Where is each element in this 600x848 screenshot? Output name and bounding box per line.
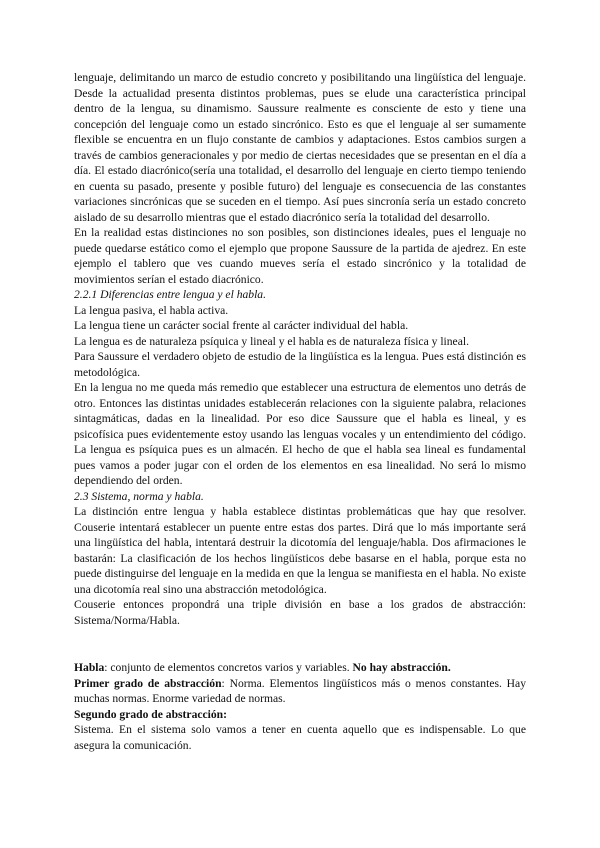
spacer [74, 628, 526, 660]
definition-bold: No hay abstracción. [352, 661, 451, 674]
section-heading: 2.2.1 Diferencias entre lengua y el habla. [74, 288, 267, 301]
document-body [74, 70, 526, 753]
term-label: Segundo grado de abstracción: [74, 707, 227, 721]
term-label: Habla [74, 661, 105, 674]
paragraph: Para Saussure el verdadero objeto de estudio de la lingüística es la lengua. Pues está distinción es metodológica. [74, 350, 526, 379]
term-label: Primer grado de abstracción [74, 676, 222, 690]
paragraph: En la realidad estas distinciones no son posibles, son distinciones ideales, pues el lenguaje no puede quedarse estático como el ejemplo que propone Saussure de la partida de ajedrez. En este ejemplo el tablero que ves cuando mueves sería el estado sincrónico y la totalidad de movimientos serían el estado diacrónico. [74, 226, 526, 286]
paragraph: La lengua tiene un carácter social frente al carácter individual del habla. [74, 319, 409, 332]
paragraph: En la lengua no me queda más remedio que establecer una estructura de elementos uno detrás de otro. Entonces las distintas unidades establecerán relaciones con la siguiente palabra, relaciones sintagmáticas, dadas en la linealidad. Por eso dice Saussure que el habla es lineal, y es psicofísica pues evidentemente estoy usando las lenguas vocales y un entendimiento del código. La lengua es psíquica pues es un almacén. El hecho de que el habla sea lineal es fundamental pues vamos a poder jugar con el orden de los elementos en esa linealidad. No será lo mismo dependiendo del orden. [74, 381, 526, 487]
definition-text: : conjunto de elementos concretos varios y variables. [104, 661, 353, 674]
definition-text: : Norma. Elementos lingüísticos más o menos constantes. Hay muchas normas. Enorme variedad de normas. [74, 676, 527, 705]
paragraph: La lengua es de naturaleza psíquica y lineal y el habla es de naturaleza física y lineal. [74, 334, 469, 348]
paragraph: La lengua pasiva, el habla activa. [74, 303, 229, 317]
definition-segundo-grado [74, 707, 526, 723]
paragraph: Couserie entonces propondrá una triple división en base a los grados de abstracción: Sistema/Norma/Habla. [74, 598, 526, 627]
definition-primer-grado [74, 676, 526, 707]
paragraph: lenguaje, delimitando un marco de estudio concreto y posibilitando una lingüística del lenguaje. Desde la actualidad presenta distintos problemas, pues se elude una característica principal dentro de la lengua, su dinamismo. Saussure realmente es consciente de esto y tiene una concepción del lenguaje como un estado sincrónico. Esto es que el lenguaje al ser sumamente flexible se encuentra en un flujo constante de cambios y adaptaciones. Estos cambios surgen a través de cambios generacionales y por medio de ciertas necesidades que se presentan en el día a día. El estado diacrónico(sería una totalidad, el desarrollo del lenguaje en cierto tiempo teniendo en cuenta su pasado, presente y posible futuro) del lenguaje es consecuencia de las constantes variaciones sincrónicas que se suceden en el tiempo. Así pues sincronía sería un estado concreto aislado de su desarrollo mientras que el estado diacrónico sería la totalidad del desarrollo. [74, 71, 526, 224]
paragraph: La distinción entre lengua y habla establece distintas problemáticas que hay que resolver. Couserie intentará establecer un puente entre estas dos partes. Dirá que lo más importante será una lingüística del habla, intentará destruir la dicotomía del lenguaje/habla. Dos afirmaciones le bastarán: La clasificación de los hechos lingüísticos debe basarse en el habla, porque esta no puede distinguirse del lenguaje en la medida en que la lengua se manifiesta en el habla. No existe una dicotomía real sino una abstracción metodológica. [74, 505, 526, 596]
definition-habla [74, 660, 526, 676]
paragraph: Sistema. En el sistema solo vamos a tener en cuenta aquello que es indispensable. Lo que asegura la comunicación. [74, 723, 526, 752]
section-heading: 2.3 Sistema, norma y habla. [74, 489, 204, 503]
